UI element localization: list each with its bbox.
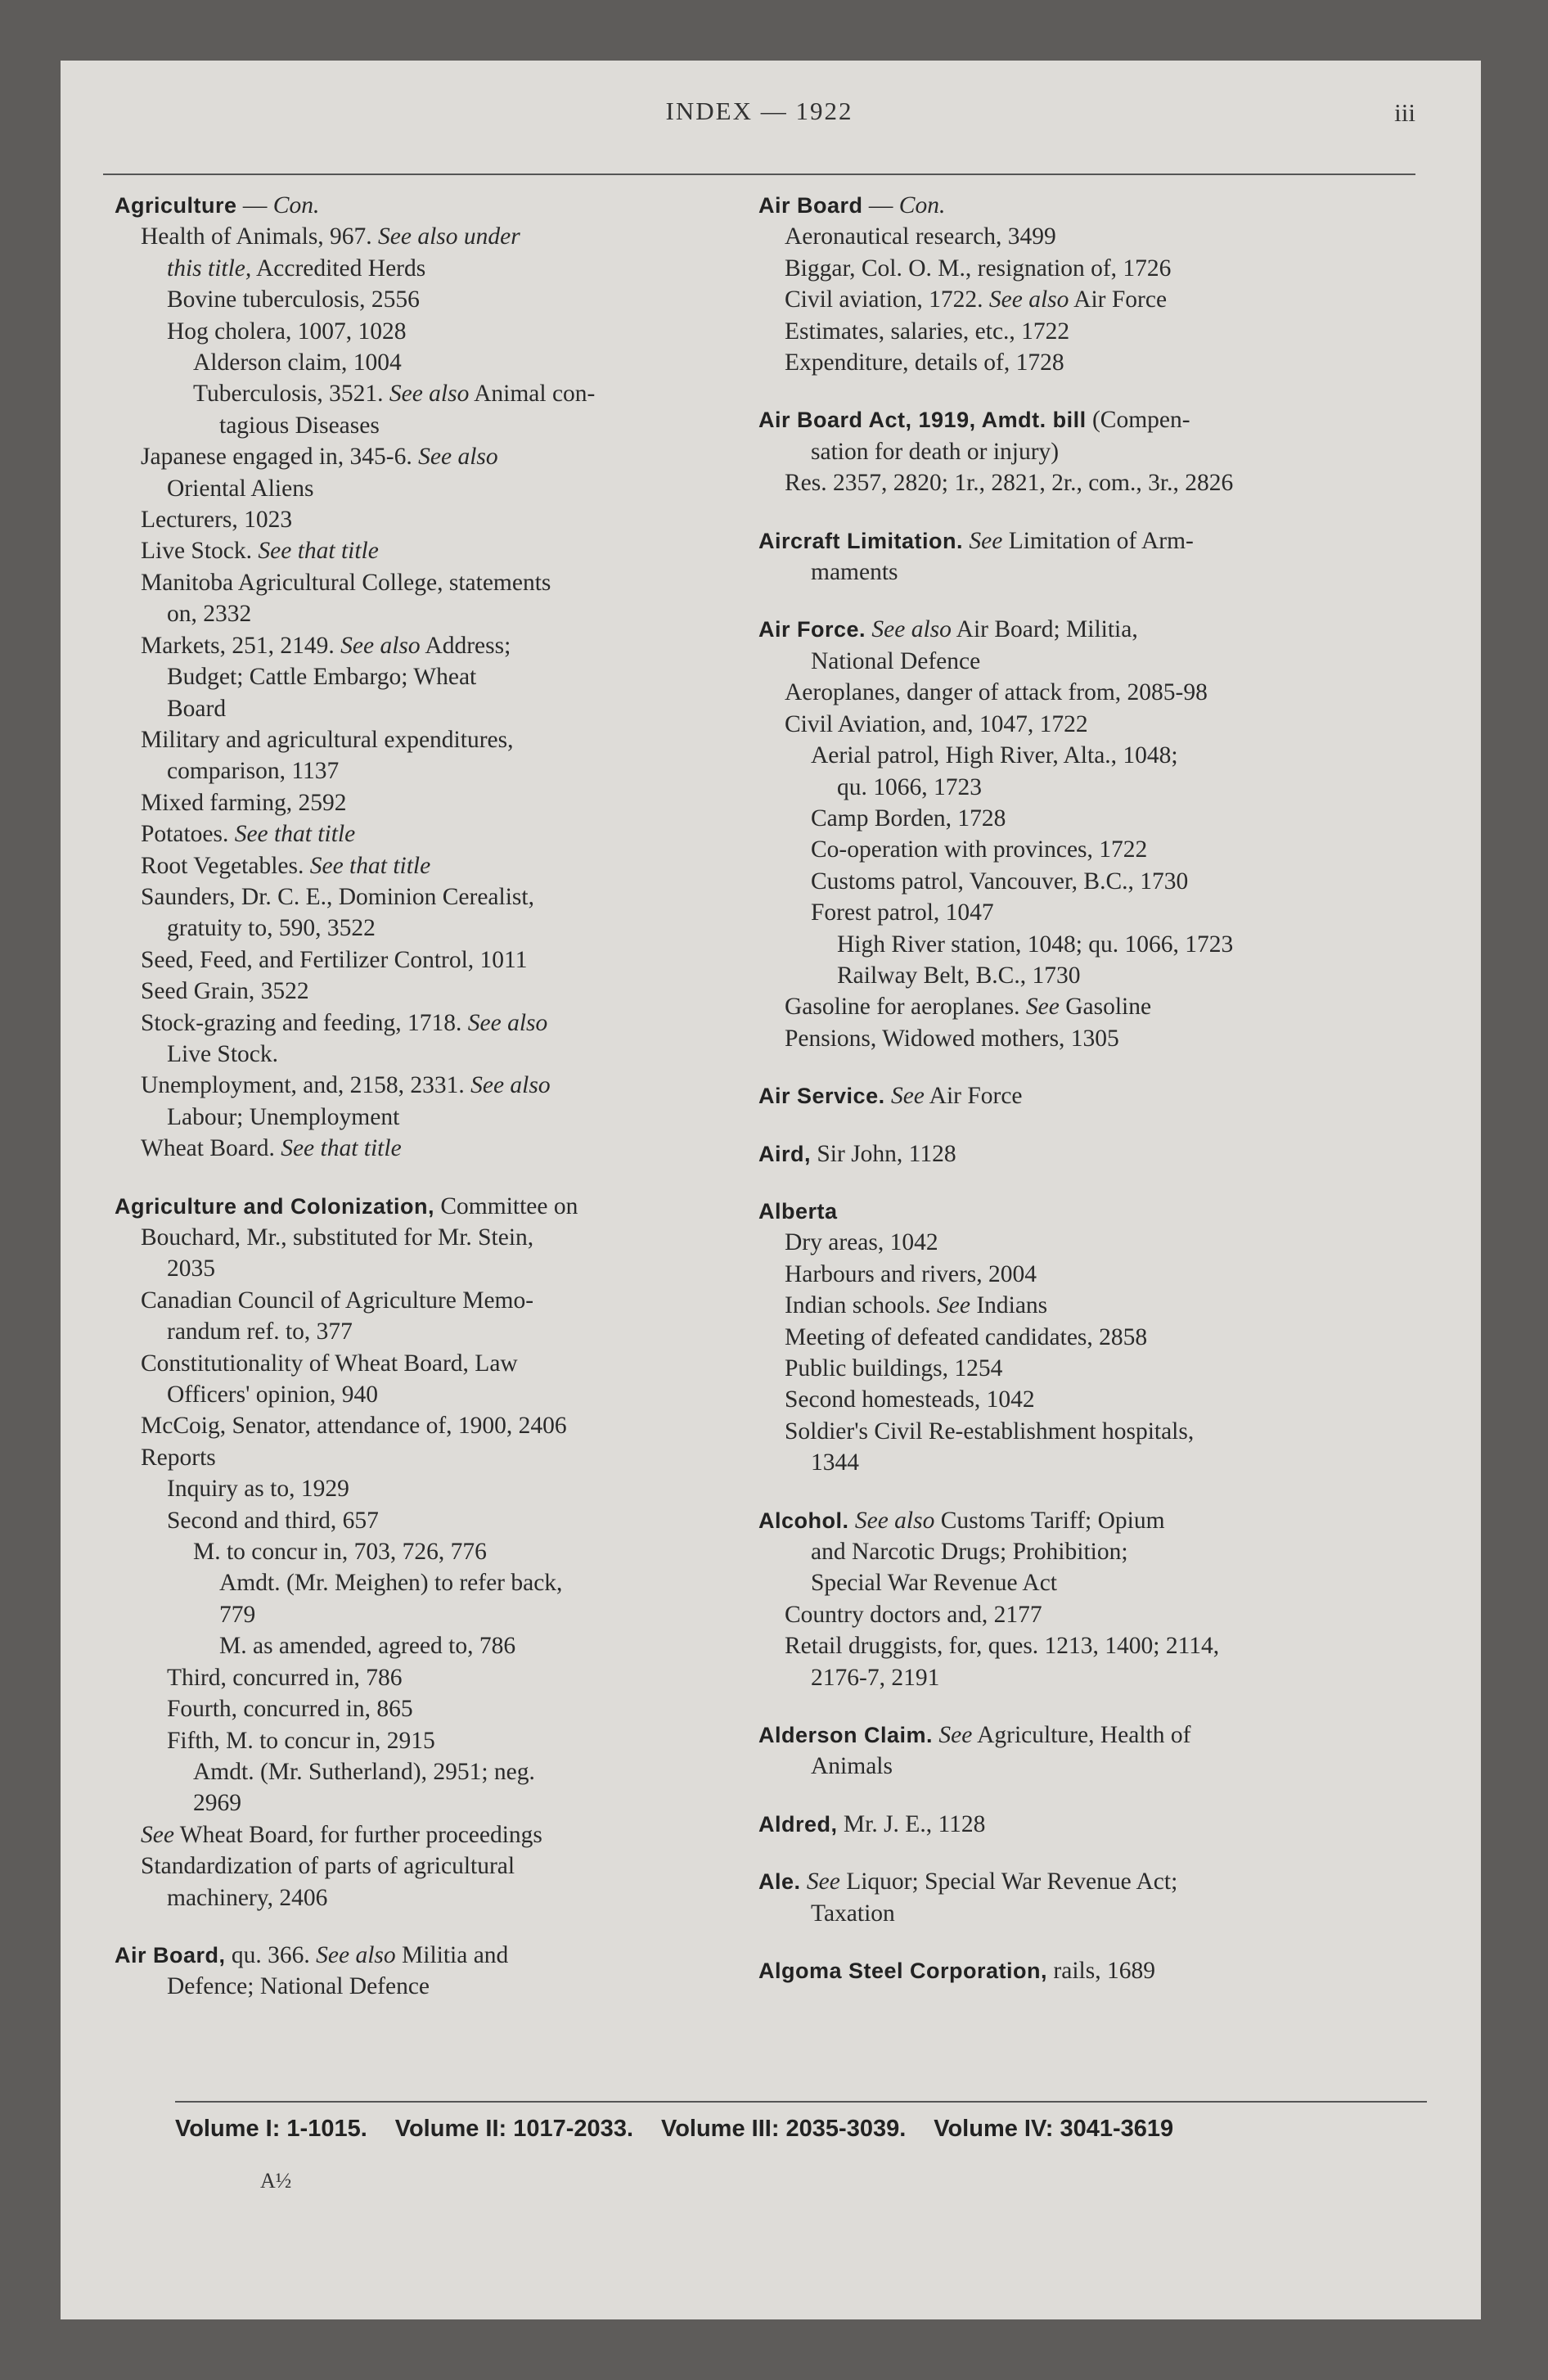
entry-text: Indians bbox=[970, 1292, 1048, 1319]
entry-subline bbox=[758, 284, 1438, 315]
entry-subline bbox=[115, 378, 753, 409]
entry-subline bbox=[115, 1410, 753, 1441]
index-entry bbox=[758, 190, 1438, 378]
entry-text: M. to concur in, 703, 726, 776 bbox=[193, 1539, 487, 1566]
entry-text: Unemployment, and, 2158, 2331. bbox=[141, 1072, 471, 1099]
entry-text: Inquiry as to, 1929 bbox=[167, 1476, 349, 1503]
entry-text: Amdt. (Mr. Sutherland), 2951; neg. bbox=[193, 1758, 535, 1785]
entry-subline bbox=[115, 567, 753, 598]
entry-text: tagious Diseases bbox=[219, 412, 380, 439]
entry-text: Tuberculosis, 3521. bbox=[193, 381, 389, 408]
entry-text: Markets, 251, 2149. bbox=[141, 632, 341, 659]
entry-text: Second and third, 657 bbox=[167, 1507, 379, 1534]
entry-heading-line bbox=[758, 404, 1438, 435]
entry-text bbox=[885, 1083, 891, 1109]
entry-text: Hog cholera, 1007, 1028 bbox=[167, 318, 407, 345]
entry-subline bbox=[115, 755, 753, 787]
entry-text: Potatoes. bbox=[141, 821, 235, 848]
entry-subline bbox=[115, 1070, 753, 1101]
entry-subline bbox=[115, 441, 753, 472]
entry-text: Aeronautical research, 3499 bbox=[785, 223, 1056, 250]
entry-text: Customs Tariff; Opium bbox=[934, 1507, 1165, 1534]
entry-subline bbox=[115, 535, 753, 566]
entry-heading-line bbox=[115, 1940, 753, 1971]
entry-heading-line bbox=[115, 1191, 753, 1222]
cross-reference: See also bbox=[854, 1507, 935, 1534]
entry-text: Estimates, salaries, etc., 1722 bbox=[785, 318, 1070, 345]
entry-subline bbox=[115, 693, 753, 724]
entry-subline bbox=[115, 818, 753, 850]
entry-heading: Air Service. bbox=[758, 1084, 885, 1109]
entry-subline bbox=[115, 881, 753, 913]
entry-heading: Ale. bbox=[758, 1869, 801, 1895]
entry-subline bbox=[115, 1662, 753, 1693]
cross-reference: See also bbox=[467, 1009, 548, 1036]
entry-text: comparison, 1137 bbox=[167, 758, 340, 785]
entry-subline bbox=[115, 1505, 753, 1536]
entry-heading: Air Board, bbox=[115, 1942, 226, 1968]
entry-text: Reports bbox=[141, 1444, 216, 1471]
volume-footer bbox=[175, 2116, 1435, 2143]
entry-subline bbox=[115, 253, 753, 284]
index-entry bbox=[758, 1955, 1438, 1986]
entry-subline bbox=[758, 1630, 1438, 1661]
entry-subline bbox=[115, 1971, 753, 2002]
running-title: INDEX — 1922 bbox=[665, 97, 853, 125]
entry-text: Camp Borden, 1728 bbox=[811, 805, 1006, 832]
entry-text: Board bbox=[167, 695, 227, 722]
entry-subline bbox=[758, 1259, 1438, 1290]
entry-subline bbox=[115, 1442, 753, 1473]
entry-text: Labour; Unemployment bbox=[167, 1103, 400, 1130]
entry-subline bbox=[115, 504, 753, 535]
entry-text: Dry areas, 1042 bbox=[785, 1229, 938, 1256]
entry-heading: Air Board bbox=[758, 193, 863, 218]
entry-subline bbox=[758, 1599, 1438, 1630]
cross-reference: See that title bbox=[281, 1135, 402, 1162]
cross-reference: this title, bbox=[167, 255, 252, 282]
entry-text: Standardization of parts of agricultural bbox=[141, 1853, 515, 1880]
entry-text: Military and agricultural expenditures, bbox=[141, 726, 514, 753]
entry-subline bbox=[758, 1567, 1438, 1598]
entry-text: Wheat Board, for further proceedings bbox=[173, 1821, 542, 1848]
entry-heading: Air Board Act, 1919, Amdt. bill bbox=[758, 408, 1087, 433]
entry-heading-line bbox=[758, 1505, 1438, 1536]
entry-subline bbox=[758, 709, 1438, 740]
entry-heading: Aird, bbox=[758, 1141, 812, 1166]
entry-subline bbox=[115, 1316, 753, 1347]
entry-subline bbox=[758, 929, 1438, 960]
entry-subline bbox=[115, 1599, 753, 1630]
entry-subline bbox=[758, 740, 1438, 771]
index-entry bbox=[758, 1196, 1438, 1479]
index-entry bbox=[758, 1138, 1438, 1170]
cross-reference: See also bbox=[418, 444, 498, 471]
cross-reference: See also bbox=[340, 632, 421, 659]
entry-text: Accredited Herds bbox=[251, 255, 426, 282]
entry-heading: Aircraft Limitation. bbox=[758, 528, 964, 553]
entry-subline bbox=[758, 1384, 1438, 1415]
entry-subline bbox=[115, 1348, 753, 1379]
entry-subline bbox=[758, 1751, 1438, 1782]
entry-text: Expenditure, details of, 1728 bbox=[785, 349, 1064, 376]
entry-heading-line bbox=[758, 190, 1438, 221]
entry-subline bbox=[758, 646, 1438, 677]
cross-reference: See bbox=[969, 527, 1003, 554]
entry-text: Canadian Council of Agriculture Memo- bbox=[141, 1287, 534, 1314]
cross-reference: See also under bbox=[378, 223, 520, 250]
entry-subline bbox=[758, 557, 1438, 588]
cross-reference: See that title bbox=[309, 852, 431, 879]
entry-subline bbox=[758, 866, 1438, 897]
entry-subline bbox=[115, 598, 753, 629]
entry-subline bbox=[115, 1787, 753, 1819]
entry-text: Air Force bbox=[924, 1083, 1023, 1110]
entry-text: Co-operation with provinces, 1722 bbox=[811, 836, 1148, 863]
header-rule bbox=[103, 174, 1415, 175]
entry-text: Meeting of defeated candidates, 2858 bbox=[785, 1323, 1148, 1350]
index-entry bbox=[115, 1191, 753, 1913]
index-entry bbox=[758, 614, 1438, 1054]
volume-range: Volume I: 1-1015. bbox=[175, 2116, 367, 2142]
entry-subline bbox=[115, 410, 753, 441]
footer-rule bbox=[175, 2101, 1427, 2103]
entry-text: 779 bbox=[219, 1601, 256, 1628]
page-number: iii bbox=[1394, 98, 1415, 127]
entry-heading: Agriculture and Colonization, bbox=[115, 1193, 434, 1219]
cross-reference: See bbox=[806, 1868, 840, 1895]
entry-text: qu. 1066, 1723 bbox=[837, 773, 982, 800]
entry-subline bbox=[758, 772, 1438, 803]
entry-heading: Algoma Steel Corporation, bbox=[758, 1959, 1048, 1984]
entry-heading-line bbox=[758, 1720, 1438, 1751]
entry-subline bbox=[758, 834, 1438, 865]
volume-range: Volume IV: 3041-3619 bbox=[934, 2116, 1174, 2142]
entry-text: — bbox=[236, 192, 273, 219]
index-entry bbox=[758, 1809, 1438, 1840]
entry-subline bbox=[115, 1253, 753, 1284]
entry-text: Amdt. (Mr. Meighen) to refer back, bbox=[219, 1570, 563, 1597]
cross-reference: See that title bbox=[234, 821, 356, 848]
entry-subline bbox=[115, 944, 753, 976]
entry-text: Forest patrol, 1047 bbox=[811, 899, 994, 926]
entry-text: Wheat Board. bbox=[141, 1135, 281, 1162]
entry-text: Civil Aviation, and, 1047, 1722 bbox=[785, 710, 1088, 737]
entry-subline bbox=[115, 1039, 753, 1070]
entry-subline bbox=[758, 1023, 1438, 1054]
entry-text: Gasoline for aeroplanes. bbox=[785, 994, 1026, 1021]
entry-text: (Compen- bbox=[1086, 407, 1190, 434]
page-header bbox=[103, 97, 1415, 137]
cross-reference: See bbox=[937, 1292, 970, 1319]
entry-subline bbox=[758, 991, 1438, 1022]
entry-text: Liquor; Special War Revenue Act; bbox=[839, 1868, 1178, 1895]
entry-text: Bouchard, Mr., substituted for Mr. Stein, bbox=[141, 1224, 534, 1251]
entry-heading-line bbox=[758, 614, 1438, 645]
entry-subline bbox=[758, 1898, 1438, 1929]
entry-subline bbox=[115, 1630, 753, 1661]
volume-range: Volume II: 1017-2033. bbox=[394, 2116, 633, 2142]
entry-text: Retail druggists, for, ques. 1213, 1400; 2114, bbox=[785, 1633, 1220, 1660]
cross-reference: See also bbox=[988, 286, 1069, 313]
entry-text: Gasoline bbox=[1059, 994, 1152, 1021]
entry-text: Saunders, Dr. C. E., Dominion Cerealist, bbox=[141, 883, 534, 910]
entry-text: High River station, 1048; qu. 1066, 1723 bbox=[837, 931, 1234, 958]
entry-heading: Alderson Claim. bbox=[758, 1723, 934, 1748]
entry-text: Bovine tuberculosis, 2556 bbox=[167, 286, 420, 313]
entry-text: Animals bbox=[811, 1753, 893, 1780]
cross-reference: See also bbox=[316, 1941, 396, 1968]
entry-text: 2035 bbox=[167, 1255, 215, 1282]
entry-subline bbox=[115, 724, 753, 755]
cross-reference: See bbox=[141, 1821, 174, 1848]
entry-text: Aerial patrol, High River, Alta., 1048; bbox=[811, 742, 1178, 769]
entry-text: Animal con- bbox=[469, 381, 596, 408]
entry-text: Limitation of Arm- bbox=[1002, 527, 1194, 554]
entry-text: machinery, 2406 bbox=[167, 1884, 328, 1911]
index-entry bbox=[758, 1866, 1438, 1929]
entry-heading-line bbox=[758, 525, 1438, 557]
entry-text: 2176-7, 2191 bbox=[811, 1664, 940, 1691]
entry-text: Harbours and rivers, 2004 bbox=[785, 1260, 1037, 1287]
entry-text: Customs patrol, Vancouver, B.C., 1730 bbox=[811, 868, 1189, 895]
entry-text: Stock-grazing and feeding, 1718. bbox=[141, 1009, 468, 1036]
entry-text: Special War Revenue Act bbox=[811, 1570, 1057, 1597]
entry-subline bbox=[115, 1379, 753, 1410]
entry-text: Taxation bbox=[811, 1900, 895, 1927]
index-entry bbox=[758, 1080, 1438, 1111]
entry-subline bbox=[758, 347, 1438, 378]
index-entry bbox=[758, 1720, 1438, 1783]
entry-subline bbox=[758, 253, 1438, 284]
entry-text: Indian schools. bbox=[785, 1292, 937, 1319]
index-entry bbox=[115, 1940, 753, 2003]
entry-text: Country doctors and, 2177 bbox=[785, 1601, 1042, 1628]
entry-text: Committee on bbox=[434, 1192, 578, 1219]
entry-subline bbox=[115, 1725, 753, 1756]
entry-subline bbox=[115, 913, 753, 944]
entry-text: Aeroplanes, danger of attack from, 2085-98 bbox=[785, 679, 1208, 706]
entry-subline bbox=[758, 960, 1438, 991]
entry-text: randum ref. to, 377 bbox=[167, 1318, 353, 1346]
entry-text: Public buildings, 1254 bbox=[785, 1355, 1003, 1382]
entry-text: Fourth, concurred in, 865 bbox=[167, 1696, 413, 1723]
cross-reference: See bbox=[890, 1083, 925, 1110]
entry-text: on, 2332 bbox=[167, 601, 252, 628]
entry-text: Lecturers, 1023 bbox=[141, 507, 293, 534]
entry-text: Air Board; Militia, bbox=[951, 616, 1138, 643]
entry-subline bbox=[758, 897, 1438, 928]
entry-subline bbox=[758, 1227, 1438, 1258]
entry-text bbox=[801, 1868, 807, 1895]
entry-subline bbox=[758, 677, 1438, 708]
entry-text: 1344 bbox=[811, 1449, 859, 1476]
cross-reference: See also bbox=[389, 381, 470, 408]
entry-text: Live Stock. bbox=[167, 1040, 279, 1067]
entry-subline bbox=[758, 436, 1438, 467]
entry-heading: Alcohol. bbox=[758, 1508, 849, 1533]
index-entry bbox=[758, 1505, 1438, 1693]
entry-subline bbox=[115, 850, 753, 881]
entry-subline bbox=[115, 1102, 753, 1133]
entry-text: 2969 bbox=[193, 1790, 241, 1817]
entry-text: Civil aviation, 1722. bbox=[785, 286, 989, 313]
entry-text: Constitutionality of Wheat Board, Law bbox=[141, 1350, 518, 1377]
entry-text bbox=[849, 1508, 855, 1534]
entry-text: rails, 1689 bbox=[1047, 1958, 1155, 1985]
entry-subline bbox=[115, 630, 753, 661]
entry-text: Mixed farming, 2592 bbox=[141, 789, 347, 816]
entry-heading-line bbox=[115, 190, 753, 221]
entry-heading: Air Force. bbox=[758, 617, 866, 642]
entry-heading-line bbox=[758, 1080, 1438, 1111]
entry-subline bbox=[115, 787, 753, 818]
entry-text: Seed, Feed, and Fertilizer Control, 1011 bbox=[141, 946, 528, 973]
entry-text: Biggar, Col. O. M., resignation of, 1726 bbox=[785, 255, 1172, 282]
index-entry bbox=[758, 525, 1438, 588]
entry-text: Health of Animals, 967. bbox=[141, 223, 379, 250]
entry-subline bbox=[115, 976, 753, 1007]
entry-heading: Agriculture bbox=[115, 193, 237, 218]
index-entry bbox=[115, 190, 753, 1165]
entry-text: Defence; National Defence bbox=[167, 1973, 430, 2000]
cross-reference: Con. bbox=[272, 192, 320, 219]
cross-reference: See that title bbox=[258, 538, 379, 565]
entry-subline bbox=[115, 1693, 753, 1724]
entry-subline bbox=[115, 284, 753, 315]
entry-text: Pensions, Widowed mothers, 1305 bbox=[785, 1025, 1119, 1052]
cross-reference: See also bbox=[470, 1072, 551, 1099]
entry-subline bbox=[758, 316, 1438, 347]
entry-text: maments bbox=[811, 559, 898, 586]
entry-heading: Aldred, bbox=[758, 1811, 838, 1837]
entry-subline bbox=[115, 221, 753, 252]
entry-text: Second homesteads, 1042 bbox=[785, 1386, 1035, 1413]
entry-subline bbox=[115, 316, 753, 347]
entry-subline bbox=[758, 803, 1438, 834]
entry-text: — bbox=[862, 192, 899, 219]
entry-subline bbox=[115, 1007, 753, 1039]
volume-range: Volume III: 2035-3039. bbox=[661, 2116, 907, 2142]
entry-text: Officers' opinion, 940 bbox=[167, 1382, 378, 1409]
entry-subline bbox=[758, 221, 1438, 252]
cross-reference: See bbox=[1025, 994, 1060, 1021]
entry-heading-line bbox=[758, 1866, 1438, 1897]
entry-text: Seed Grain, 3522 bbox=[141, 978, 309, 1005]
entry-subline bbox=[758, 467, 1438, 498]
entry-subline bbox=[758, 1322, 1438, 1353]
entry-subline bbox=[758, 1447, 1438, 1478]
entry-text: Address; bbox=[420, 632, 511, 659]
entry-text: Soldier's Civil Re-establishment hospitals, bbox=[785, 1418, 1195, 1445]
entry-text: McCoig, Senator, attendance of, 1900, 2406 bbox=[141, 1413, 567, 1440]
entry-subline bbox=[115, 661, 753, 692]
entry-heading: Alberta bbox=[758, 1198, 838, 1224]
entry-heading-line bbox=[758, 1809, 1438, 1840]
cross-reference: See also bbox=[871, 616, 952, 643]
entry-subline bbox=[115, 1567, 753, 1598]
entry-text: qu. 366. bbox=[225, 1941, 317, 1968]
index-column-left bbox=[115, 190, 753, 2029]
signature-mark: A½ bbox=[260, 2169, 292, 2193]
cross-reference: See bbox=[938, 1722, 973, 1749]
entry-heading-line bbox=[758, 1138, 1438, 1170]
index-column-right bbox=[758, 190, 1438, 2013]
entry-text: Oriental Aliens bbox=[167, 475, 314, 502]
entry-text: Militia and bbox=[395, 1941, 509, 1968]
index-entry bbox=[758, 404, 1438, 498]
entry-subline bbox=[115, 347, 753, 378]
entry-text: Japanese engaged in, 345-6. bbox=[141, 444, 419, 471]
entry-text: gratuity to, 590, 3522 bbox=[167, 915, 376, 942]
entry-text: Third, concurred in, 786 bbox=[167, 1664, 403, 1691]
entry-text: Live Stock. bbox=[141, 538, 259, 565]
entry-text: Root Vegetables. bbox=[141, 852, 310, 879]
entry-text: Manitoba Agricultural College, statements bbox=[141, 569, 551, 596]
entry-text: and Narcotic Drugs; Prohibition; bbox=[811, 1539, 1128, 1566]
entry-text: Air Force bbox=[1069, 286, 1168, 313]
entry-text: Alderson claim, 1004 bbox=[193, 349, 402, 376]
entry-text: National Defence bbox=[811, 647, 981, 674]
entry-text: Fifth, M. to concur in, 2915 bbox=[167, 1727, 435, 1754]
entry-text: Res. 2357, 2820; 1r., 2821, 2r., com., 3r., 2826 bbox=[785, 470, 1234, 497]
entry-heading-line bbox=[758, 1196, 1438, 1227]
entry-text: Sir John, 1128 bbox=[811, 1140, 956, 1167]
entry-subline bbox=[115, 1536, 753, 1567]
entry-subline bbox=[115, 1285, 753, 1316]
cross-reference: Con. bbox=[898, 192, 946, 219]
entry-text: sation for death or injury) bbox=[811, 438, 1060, 465]
entry-text: M. as amended, agreed to, 786 bbox=[219, 1633, 516, 1660]
entry-subline bbox=[758, 1536, 1438, 1567]
entry-subline bbox=[115, 1222, 753, 1253]
entry-subline bbox=[115, 1133, 753, 1164]
entry-subline bbox=[115, 1850, 753, 1882]
entry-subline bbox=[115, 1819, 753, 1850]
entry-heading-line bbox=[758, 1955, 1438, 1986]
entry-text: Mr. J. E., 1128 bbox=[837, 1810, 986, 1837]
entry-subline bbox=[758, 1416, 1438, 1447]
entry-text: Railway Belt, B.C., 1730 bbox=[837, 962, 1081, 989]
entry-text: Budget; Cattle Embargo; Wheat bbox=[167, 664, 477, 691]
entry-text: Agriculture, Health of bbox=[972, 1722, 1191, 1749]
entry-subline bbox=[758, 1662, 1438, 1693]
entry-subline bbox=[758, 1353, 1438, 1384]
entry-subline bbox=[758, 1290, 1438, 1321]
entry-subline bbox=[115, 1882, 753, 1913]
entry-subline bbox=[115, 473, 753, 504]
entry-subline bbox=[115, 1473, 753, 1504]
entry-subline bbox=[115, 1756, 753, 1787]
